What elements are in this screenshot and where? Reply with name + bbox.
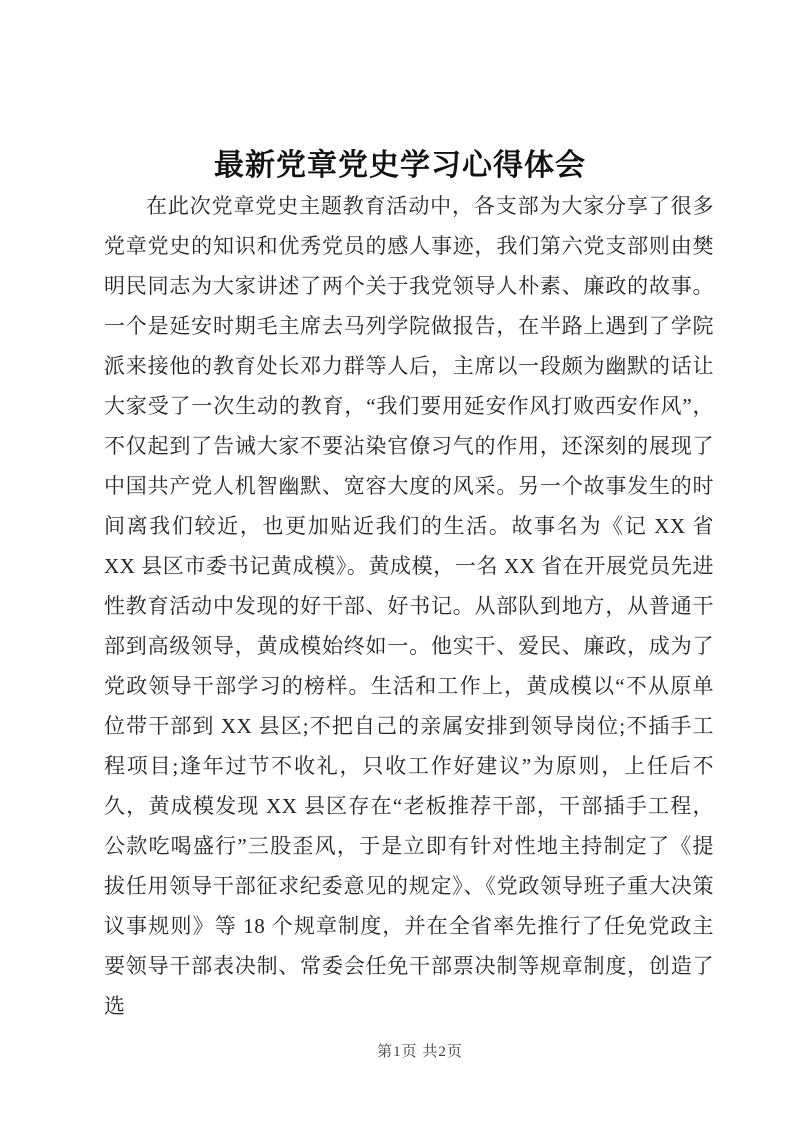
body-paragraph: 在此次党章党史主题教育活动中，各支部为大家分享了很多党章党史的知识和优秀党员的感人事迹，我们第六党支部则由樊明民同志为大家讲述了两个关于我党领导人朴素、廉政的故事。一个是延安时期毛主席去马列学院做报告，在半路上遇到了学院派来接他的教育处长邓力群等人后，主席以一段颇为幽默的话让大家受了一次生动的教育，“我们要用延安作风打败西安作风”，不仅起到了告诫大家不要沾染官僚习气的作用，还深刻的展现了中国共产党人机智幽默、宽容大度的风采。另一个故事发生的时间离我们较近，也更加贴近我们的生活。故事名为《记 XX 省 XX 县区市委书记黄成模》。黄成模，一名 XX 省在开展党员先进性教育活动中发现的好干部、好书记。从部队到地方，从普通干部到高级领导，黄成模始终如一。他实干、爱民、廉政，成为了党政领导干部学习的榜样。生活和工作上，黄成模以“不从原单位带干部到 XX 县区;不把自己的亲属安排到领导岗位;不插手工程项目;逢年过节不收礼，只收工作好建议”为原则，上任后不久，黄成模发现 XX 县区存在“老板推荐干部，干部插手工程，公款吃喝盛行”三股歪风，于是立即有针对性地主持制定了《提拔任用领导干部征求纪委意见的规定》、《党政领导班子重大决策议事规则》等 18 个规章制度，并在全省率先推行了任免党政主要领导干部表决制、常委会任免干部票决制等规章制度，创造了选 <box>104 194 714 1018</box>
document-body <box>104 186 714 1026</box>
document-title: 最新党章党史学习心得体会 <box>214 149 586 182</box>
page-footer <box>104 1042 736 1063</box>
page-number-indicator: 第1页 共2页 <box>377 1044 463 1060</box>
